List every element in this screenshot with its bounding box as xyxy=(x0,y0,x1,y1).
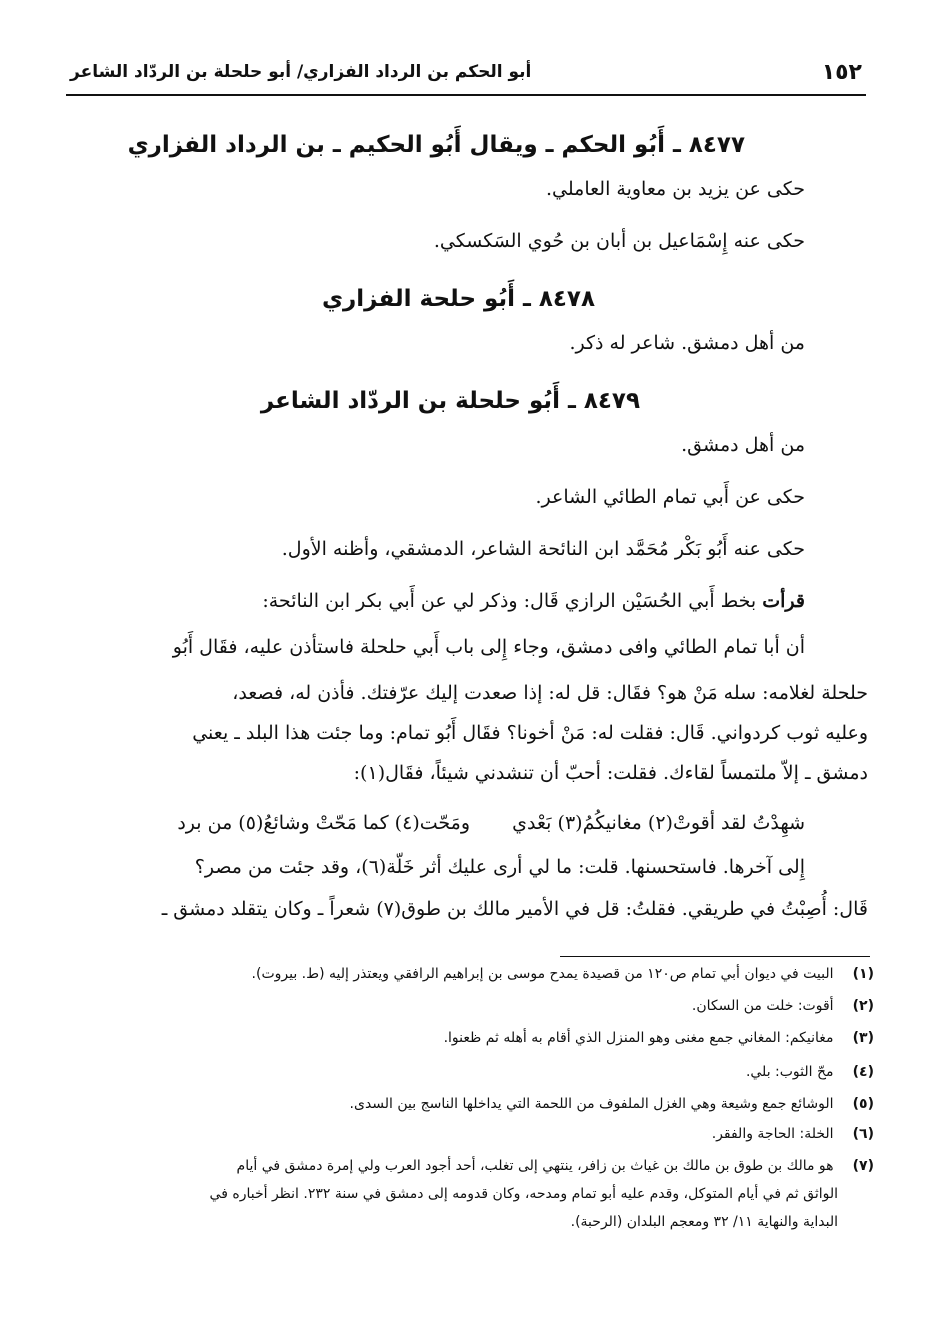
body-line: إِلى آخرها. فاستحسنها. قلت: ما لي أرى عليك أثر خَلّة(٦)، وقد جئت من مصر؟ xyxy=(194,856,805,878)
body-line: حكى عنه إِسْمَاعيل بن أبان بن حُوي السَكسكي. xyxy=(433,230,805,252)
body-line: حلحلة لغلامه: سله مَنْ هو؟ فقَال: قل له: إذا صعدت إليك عرّفتك. فأذن له، فصعد، xyxy=(232,682,868,704)
entry-heading-8478: ٨٤٧٨ ـ أَبُو حلحة الفزاري xyxy=(321,286,595,312)
verse-hemistich-second: ومَحّت(٤) كما مَحّتْ وشائعُ(٥) من برد xyxy=(177,812,470,834)
body-line: حكى عنه أَبُو بَكْر مُحَمَّد ابن النائحة الشاعر، الدمشقي، وأظنه الأول. xyxy=(281,538,805,560)
footnote-7-cont: البداية والنهاية ١١/ ٣٢ ومعجم البلدان (الرحبة). xyxy=(570,1214,838,1230)
footnote-7-cont: الواثق ثم في أيام المتوكل، وقدم عليه أبو تمام ومدحه، وكان قدومه إلى دمشق في سنة ٢٣٢. انظر أخباره في xyxy=(209,1186,838,1202)
footnote-4: (٤) محّ الثوب: بلي. xyxy=(745,1064,874,1080)
footnote-3: (٣) مغانيكم: المغاني جمع مغنى وهو المنزل الذي أقام به أهله ثم ظعنوا. xyxy=(443,1030,874,1046)
body-line xyxy=(262,590,805,612)
footnote-2: (٢) أقوت: خلت من السكان. xyxy=(691,998,874,1014)
body-line: من أهل دمشق. شاعر له ذكر. xyxy=(569,332,805,354)
footnote-divider xyxy=(560,956,870,957)
read-rest: بخط أَبي الحُسَيْن الرازي قَال: وذكر لي عن أَبي بكر ابن النائحة: xyxy=(262,590,763,612)
read-marker: قرأت xyxy=(762,590,805,612)
body-line: أن أبا تمام الطائي وافى دمشق، وجاء إِلى باب أَبي حلحلة فاستأذن عليه، فقَال أَبُو xyxy=(172,636,805,658)
page-number: ١٥٢ xyxy=(821,60,862,85)
body-line: حكى عن يزيد بن معاوية العاملي. xyxy=(545,178,805,200)
body-line: من أهل دمشق. xyxy=(681,434,805,456)
body-line: حكى عن أَبي تمام الطائي الشاعر. xyxy=(535,486,805,508)
body-line: قَال: أُصِبْتُ في طريقي. فقلتُ: قل في الأمير مالك بن طوق(٧) شعراً ـ وكان يتقلد دمشق ـ xyxy=(161,898,868,920)
running-head xyxy=(66,58,866,96)
body-line: دمشق ـ إلاّ ملتمساً لقاءك. فقلت: أحبّ أن تنشدني شيئاً، فقَال(١): xyxy=(353,762,868,784)
footnote-1: (١) البيت في ديوان أبي تمام ص١٢٠ من قصيدة يمدح موسى بن إبراهيم الرافقي ويعتذر إليه (ط. بيروت). xyxy=(251,966,874,982)
footnote-5: (٥) الوشائع جمع وشيعة وهي الغزل الملفوف من اللحمة التي يداخلها الناسج بين السدى. xyxy=(349,1096,874,1112)
running-head-title: أبو الحكم بن الرداد الفزاري/ أبو حلحلة بن الردّاد الشاعر xyxy=(70,62,532,82)
body-line: وعليه ثوب كردواني. قَال: فقلت له: مَنْ أخونا؟ فقَال أَبُو تمام: وما جئت هذا البلد ـ يعني xyxy=(192,722,868,744)
footnote-6: (٦) الخلة: الحاجة والفقر. xyxy=(711,1126,874,1142)
entry-heading-8479: ٨٤٧٩ ـ أَبُو حلحلة بن الردّاد الشاعر xyxy=(260,388,640,414)
footnote-7: (٧) هو مالك بن طوق بن مالك بن غياث بن زافر، ينتهي إلى تغلب، أحد أجود العرب ولي إمرة دمشق في أيام xyxy=(236,1158,874,1174)
verse-hemistich-first: شهِدْتُ لقد أقوتْ(٢) مغانيكُمُ(٣) بَعْدي xyxy=(512,812,805,834)
entry-heading-8477: ٨٤٧٧ ـ أَبُو الحكم ـ ويقال أَبُو الحكيم ـ بن الرداد الفزاري xyxy=(127,132,745,158)
